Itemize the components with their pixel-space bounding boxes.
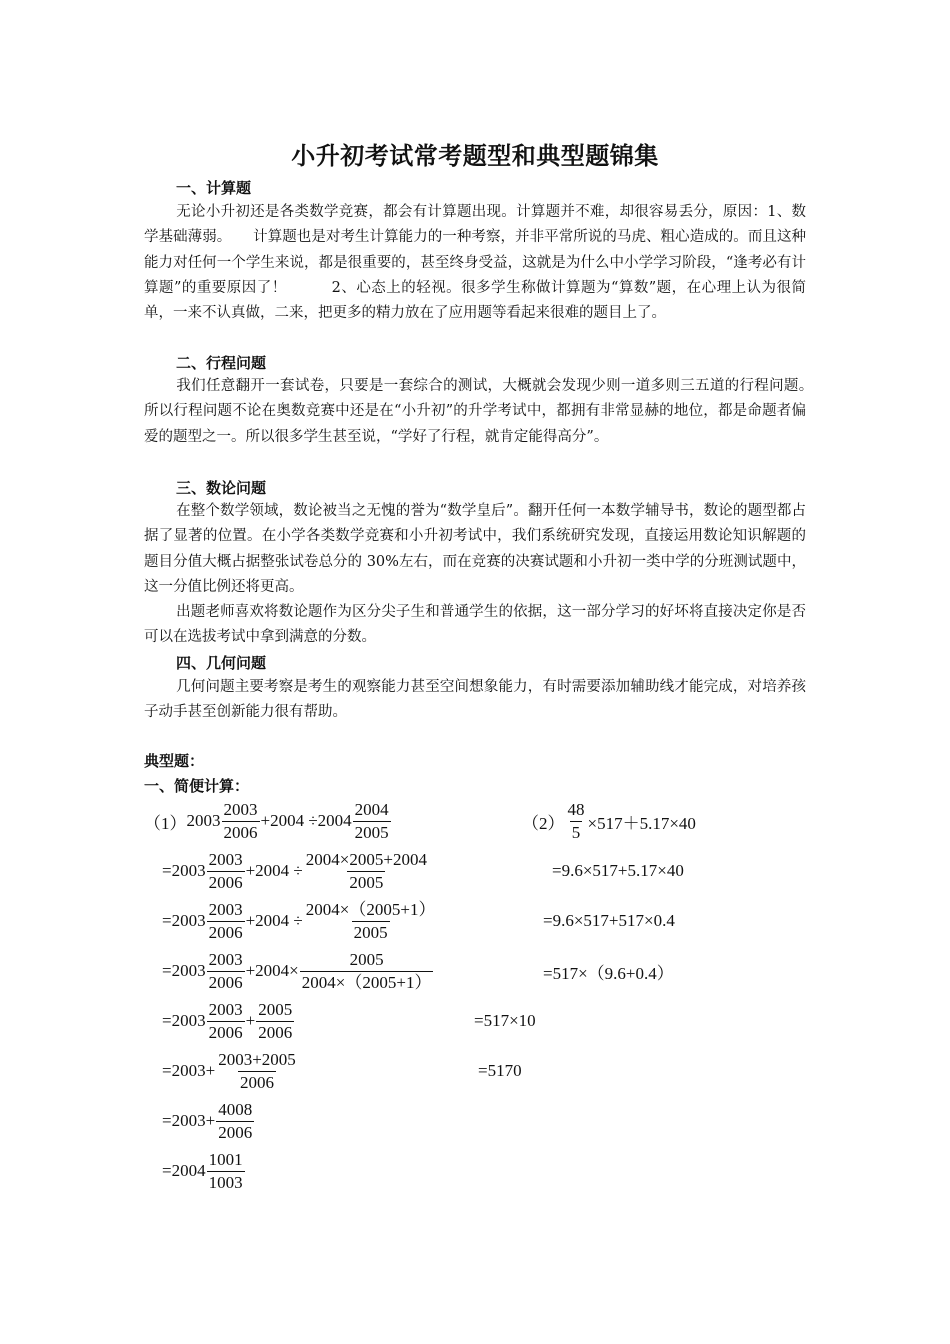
section-heading-number-theory: 三、数论问题 xyxy=(176,479,267,497)
fraction: $\frac{2004\times(2005+1)}{2005}$ xyxy=(305,899,436,942)
fraction: $\frac{2005}{2004\times(2005+1)}$ xyxy=(301,949,432,992)
problem-2-line-6: =5170 xyxy=(478,1061,522,1080)
fraction: $\frac{2003}{2006}$ xyxy=(223,799,258,842)
fraction: $\frac{48}{5}$ xyxy=(567,799,585,842)
section-heading-calc: 一、计算题 xyxy=(176,179,252,197)
section-paragraph: 几何问题主要考察是考生的观察能力甚至空间想象能力，有时需要添加辅助线才能完成，对培养孩子动手甚至创新能力很有帮助。 xyxy=(144,679,806,721)
fraction: $\frac{2003}{2006}$ xyxy=(208,949,243,992)
section-paragraph: 我们任意翻开一套试卷，只要是一套综合的测试，大概就会发现少则一道多则三五道的行程问题。 所以行程问题不论在奥数竞赛中还是在“小升初”的升学考试中，都拥有非常显赫的地位，都是命题者偏爱的题型之一。所以很多学生甚至说，“学好了行程，就肯定能得高分”。 xyxy=(144,378,821,445)
page-title: 小升初考试常考题型和典型题锦集 xyxy=(291,142,659,170)
section-paragraph: 在整个数学领域，数论被当之无愧的誉为“数学皇后”。翻开任何一本数学辅导书，数论的题型都占据了显著的位置。在小学各类数学竞赛和小升初考试中，我们系统研究发现，直接运用数论知识解题的题目分值大概占据整张试卷总分的 30%左右，而在竞赛的决赛试题和小升初一类中学的分班测试题中，这一分值比例还将更高。 xyxy=(144,503,806,595)
problem-1-line-6: =2003+ $\frac{2003+2005}{2006}$ xyxy=(162,1049,296,1092)
section-paragraph: 无论小升初还是各类数学竞赛，都会有计算题出现。计算题并不难，却很容易丢分，原因：1、数学基础薄弱。 计算题也是对考生计算能力的一种考察，并非平常所说的马虎、粗心造成的。而且这种能力对任何一个学生来说，都是很重要的，甚至终身受益，这就是为什么中小学学习阶段，“逢考必有计算题”的重要原因了！ 2、心态上的轻视。很多学生称做计算题为“算数”题，在心理上认为很简单，一来不认真做，二来，把更多的精力放在了应用题等看起来很难的题目上了。 xyxy=(144,204,806,322)
fraction: $\frac{2003+2005}{2006}$ xyxy=(218,1049,296,1092)
fraction: $\frac{2005}{2006}$ xyxy=(258,999,293,1042)
problem-1-line-8: =2004 $\frac{1001}{1003}$ xyxy=(162,1149,243,1192)
fraction: $\frac{2003}{2006}$ xyxy=(208,999,243,1042)
problem-2-line-5: =517×10 xyxy=(474,1011,536,1030)
problem-2-line-2: =9.6×517+5.17×40 xyxy=(552,861,684,880)
fraction: $\frac{2004}{2005}$ xyxy=(354,799,389,842)
problem-2-line-3: =9.6×517+517×0.4 xyxy=(543,911,675,930)
problem-1-line-2: =2003 $\frac{2003}{2006}$ +2004 ÷ $\frac{2004\times 2005+2004}{2005}$ xyxy=(162,849,427,892)
problem-1-line-1: （1） 2003 $\frac{2003}{2006}$ +2004 ÷2004 $\frac{2004}{2005}$ xyxy=(144,799,389,842)
fraction: $\frac{1001}{1003}$ xyxy=(208,1149,243,1192)
problem-1-line-4: =2003 $\frac{2003}{2006}$ +2004× $\frac{2005}{2004\times(2005+1)}$ xyxy=(162,949,432,992)
section-heading-travel: 二、行程问题 xyxy=(176,354,267,372)
problem-1-line-3: =2003 $\frac{2003}{2006}$ +2004 ÷ $\frac{2004\times(2005+1)}{2005}$ xyxy=(162,899,436,942)
problem-2-line-4: =517×（9.6+0.4） xyxy=(543,963,674,983)
problem-1-line-7: =2003+ $\frac{4008}{2006}$ xyxy=(162,1099,253,1142)
problem-2-line-1: （2） $\frac{48}{5}$ ×517＋5.17×40 xyxy=(522,799,696,842)
section-paragraph: 出题老师喜欢将数论题作为区分尖子生和普通学生的依据，这一部分学习的好坏将直接决定你是否可以在选拔考试中拿到满意的分数。 xyxy=(144,604,806,646)
fraction: $\frac{2003}{2006}$ xyxy=(208,849,243,892)
fraction: $\frac{4008}{2006}$ xyxy=(218,1099,253,1142)
problem-1-line-5: =2003 $\frac{2003}{2006}$ + $\frac{2005}{2006}$ xyxy=(162,999,293,1042)
section-heading-geometry: 四、几何问题 xyxy=(176,654,267,672)
fraction: $\frac{2003}{2006}$ xyxy=(208,899,243,942)
fraction: $\frac{2004\times 2005+2004}{2005}$ xyxy=(305,849,427,892)
typical-subheading: 一、简便计算： xyxy=(144,777,250,795)
typical-heading: 典型题： xyxy=(144,752,205,770)
